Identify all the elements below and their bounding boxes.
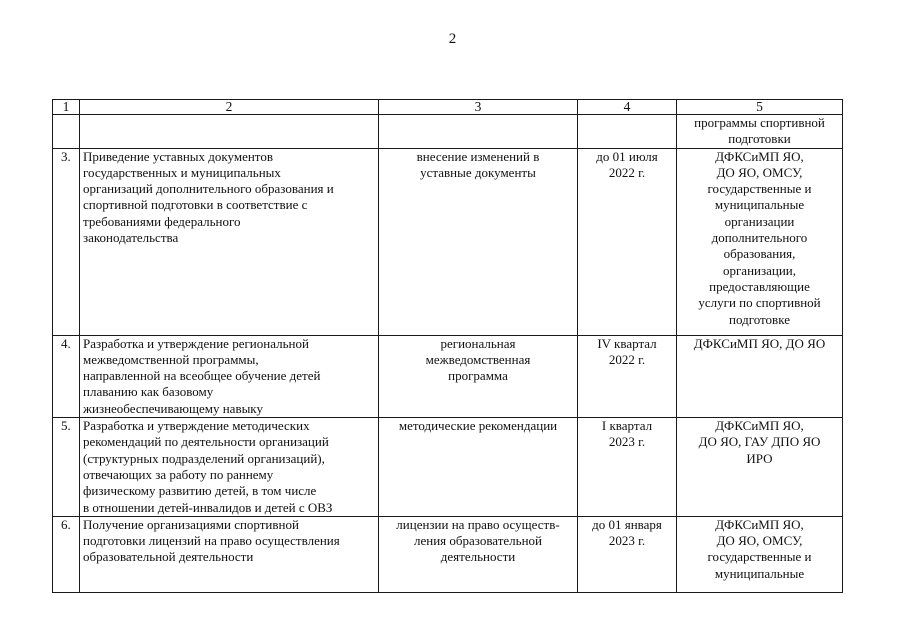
responsible-line: услуги по спортивной [698, 295, 821, 311]
responsible-line: организации, [722, 262, 797, 278]
action-line: плаванию как базовому [83, 384, 214, 400]
deadline-line: 2023 г. [608, 533, 646, 549]
responsible-line: подготовки [728, 131, 791, 147]
responsible-line: организации [724, 213, 795, 229]
action-line: физическому развитию детей, в том числе [83, 483, 317, 499]
responsible-line: программы спортивной [694, 115, 825, 130]
action-line: жизнеобеспечивающему навыку [83, 400, 263, 416]
responsible-line: муниципальные [714, 197, 805, 213]
action-cell [80, 516, 379, 592]
deadline-cell [578, 148, 677, 335]
action-line: (структурных подразделений организаций), [83, 450, 325, 466]
deadline-cell [578, 115, 677, 149]
deadline-cell [578, 335, 677, 417]
action-line: в отношении детей-инвалидов и детей с ОВЗ [83, 499, 333, 515]
responsible-line: дополнительного [711, 230, 808, 246]
action-line: организаций дополнительного образования и [83, 181, 334, 197]
deadline-line: I квартал [601, 418, 653, 434]
responsible-line: ИРО [746, 450, 773, 466]
responsible-line: государственные и [707, 549, 812, 565]
plan-table [52, 99, 843, 593]
action-line: законодательства [83, 230, 179, 246]
action-line: межведомственной программы, [83, 351, 259, 367]
responsible-cell [677, 115, 843, 149]
action-cell [80, 115, 379, 149]
responsible-line: подготовке [729, 311, 790, 327]
responsible-line: ДФКСиМП ЯО, [715, 516, 804, 532]
responsible-line: ДФКСиМП ЯО, [715, 418, 804, 434]
deadline-line: IV квартал [597, 335, 657, 351]
deadline-line: до 01 июля [596, 148, 658, 164]
table-row [53, 115, 843, 149]
deadline-cell [578, 418, 677, 517]
header-cell-3: 3 [379, 100, 578, 115]
deadline-line: 2022 г. [608, 164, 646, 180]
action-cell [80, 148, 379, 335]
result-line: региональная [440, 335, 516, 351]
header-row [53, 100, 843, 115]
action-line: рекомендаций по деятельности организаций [83, 434, 329, 450]
action-line: Разработка и утверждение региональной [83, 335, 309, 351]
result-line: методические рекомендации [398, 418, 558, 434]
action-line: подготовки лицензий на право осуществления [83, 533, 340, 549]
header-cell-5: 5 [677, 100, 843, 115]
responsible-line: ДФКСиМП ЯО, ДО ЯО [693, 335, 826, 351]
header-cell-2: 2 [80, 100, 379, 115]
header-cell-1: 1 [53, 100, 80, 115]
row-number-cell: 5. [53, 418, 80, 517]
action-line: Получение организациями спортивной [83, 516, 299, 532]
responsible-cell [677, 516, 843, 592]
table-row [53, 516, 843, 592]
action-line: отвечающих за работу по раннему [83, 466, 274, 482]
action-line: Разработка и утверждение методических [83, 418, 310, 434]
result-cell [379, 335, 578, 417]
responsible-line: предоставляющие [709, 278, 810, 294]
page-number: 2 [448, 31, 457, 47]
responsible-cell [677, 418, 843, 517]
deadline-line: 2023 г. [608, 434, 646, 450]
action-line: спортивной подготовки в соответствие с [83, 197, 308, 213]
result-cell [379, 148, 578, 335]
action-cell [80, 418, 379, 517]
action-line: требованиями федерального [83, 213, 241, 229]
responsible-cell [677, 148, 843, 335]
result-line: программа [448, 368, 508, 384]
row-number-cell: 6. [53, 516, 80, 592]
result-line: лицензии на право осуществ- [396, 516, 560, 532]
result-line: деятельности [440, 549, 516, 565]
result-line: межведомственная [425, 351, 531, 367]
responsible-line: ДО ЯО, ОМСУ, [716, 533, 803, 549]
deadline-line: до 01 января [592, 516, 662, 532]
header-cell-4: 4 [578, 100, 677, 115]
responsible-line: ДО ЯО, ОМСУ, [716, 164, 803, 180]
deadline-line: 2022 г. [608, 351, 646, 367]
row-number-cell [53, 115, 80, 149]
result-cell [379, 516, 578, 592]
result-cell [379, 418, 578, 517]
table-row [53, 148, 843, 335]
table-row [53, 335, 843, 417]
responsible-line: муниципальные [714, 565, 805, 581]
result-line: ления образовательной [413, 533, 543, 549]
action-cell [80, 335, 379, 417]
responsible-line: образования, [723, 246, 796, 262]
action-line: направленной на всеобщее обучение детей [83, 368, 321, 384]
action-line: государственных и муниципальных [83, 164, 281, 180]
row-number-cell: 3. [53, 148, 80, 335]
deadline-cell [578, 516, 677, 592]
table-row [53, 418, 843, 517]
responsible-line: ДО ЯО, ГАУ ДПО ЯО [698, 434, 821, 450]
result-line: внесение изменений в [416, 148, 540, 164]
responsible-cell [677, 335, 843, 417]
responsible-line: государственные и [707, 181, 812, 197]
responsible-line: ДФКСиМП ЯО, [715, 148, 804, 164]
result-line: уставные документы [420, 164, 536, 180]
row-number-cell: 4. [53, 335, 80, 417]
action-line: образовательной деятельности [83, 549, 254, 565]
action-line: Приведение уставных документов [83, 148, 273, 164]
result-cell [379, 115, 578, 149]
